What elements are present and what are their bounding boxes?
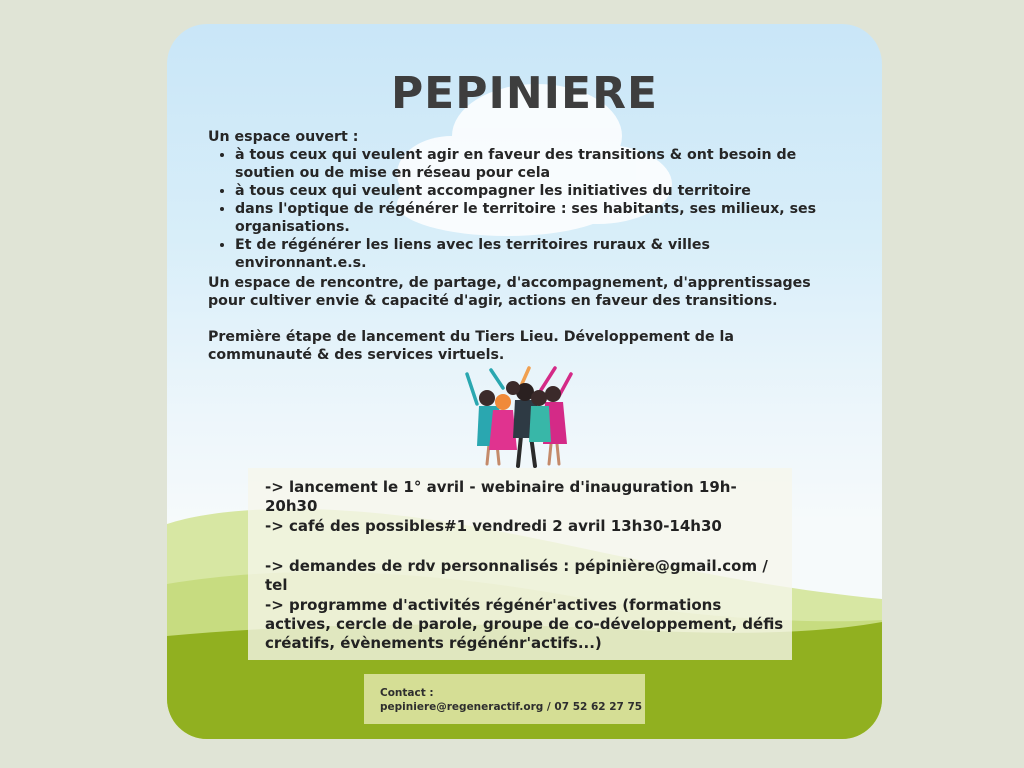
intro-heading: Un espace ouvert : [208,129,359,145]
contact-box [364,674,645,724]
intro-bullet-list [208,146,838,272]
bullet-item: • dans l'optique de régénérer le territoire : ses habitants, ses milieux, ses organisations. [235,200,838,236]
page-title: PEPINIERE [390,68,659,119]
contact-info[interactable]: pepiniere@regeneractif.org / 07 52 62 27 75 [380,701,643,713]
launch-paragraph: Première étape de lancement du Tiers Lieu. Développement de la communauté & des services virtuels. [208,329,734,363]
event-item: -> programme d'activités régénér'actives (formations actives, cercle de parole, groupe de co-développement, défis créatifs, évènements régénénr'actifs...) [265,596,784,652]
intro-section [208,128,838,272]
description-paragraph: Un espace de rencontre, de partage, d'accompagnement, d'apprentissages pour cultiver envie & capacité d'agir, actions en faveur des transitions. [208,275,811,309]
bullet-item: • Et de régénérer les liens avec les territoires ruraux & villes environnant.e.s. [235,236,838,272]
bullet-item: • à tous ceux qui veulent agir en faveur des transitions & ont besoin de soutien ou de mise en réseau pour cela [235,146,838,182]
event-item: -> lancement le 1° avril - webinaire d'inauguration 19h-20h30 [265,478,737,515]
people-group-illustration [463,366,577,468]
event-item: -> café des possibles#1 vendredi 2 avril 13h30-14h30 [265,517,722,535]
contact-label: Contact : [380,687,434,699]
bullet-item: • à tous ceux qui veulent accompagner les initiatives du territoire [235,182,838,200]
poster-card [167,24,882,739]
event-item: -> demandes de rdv personnalisés : pépinière@gmail.com / tel [265,557,768,594]
events-box [248,468,792,660]
